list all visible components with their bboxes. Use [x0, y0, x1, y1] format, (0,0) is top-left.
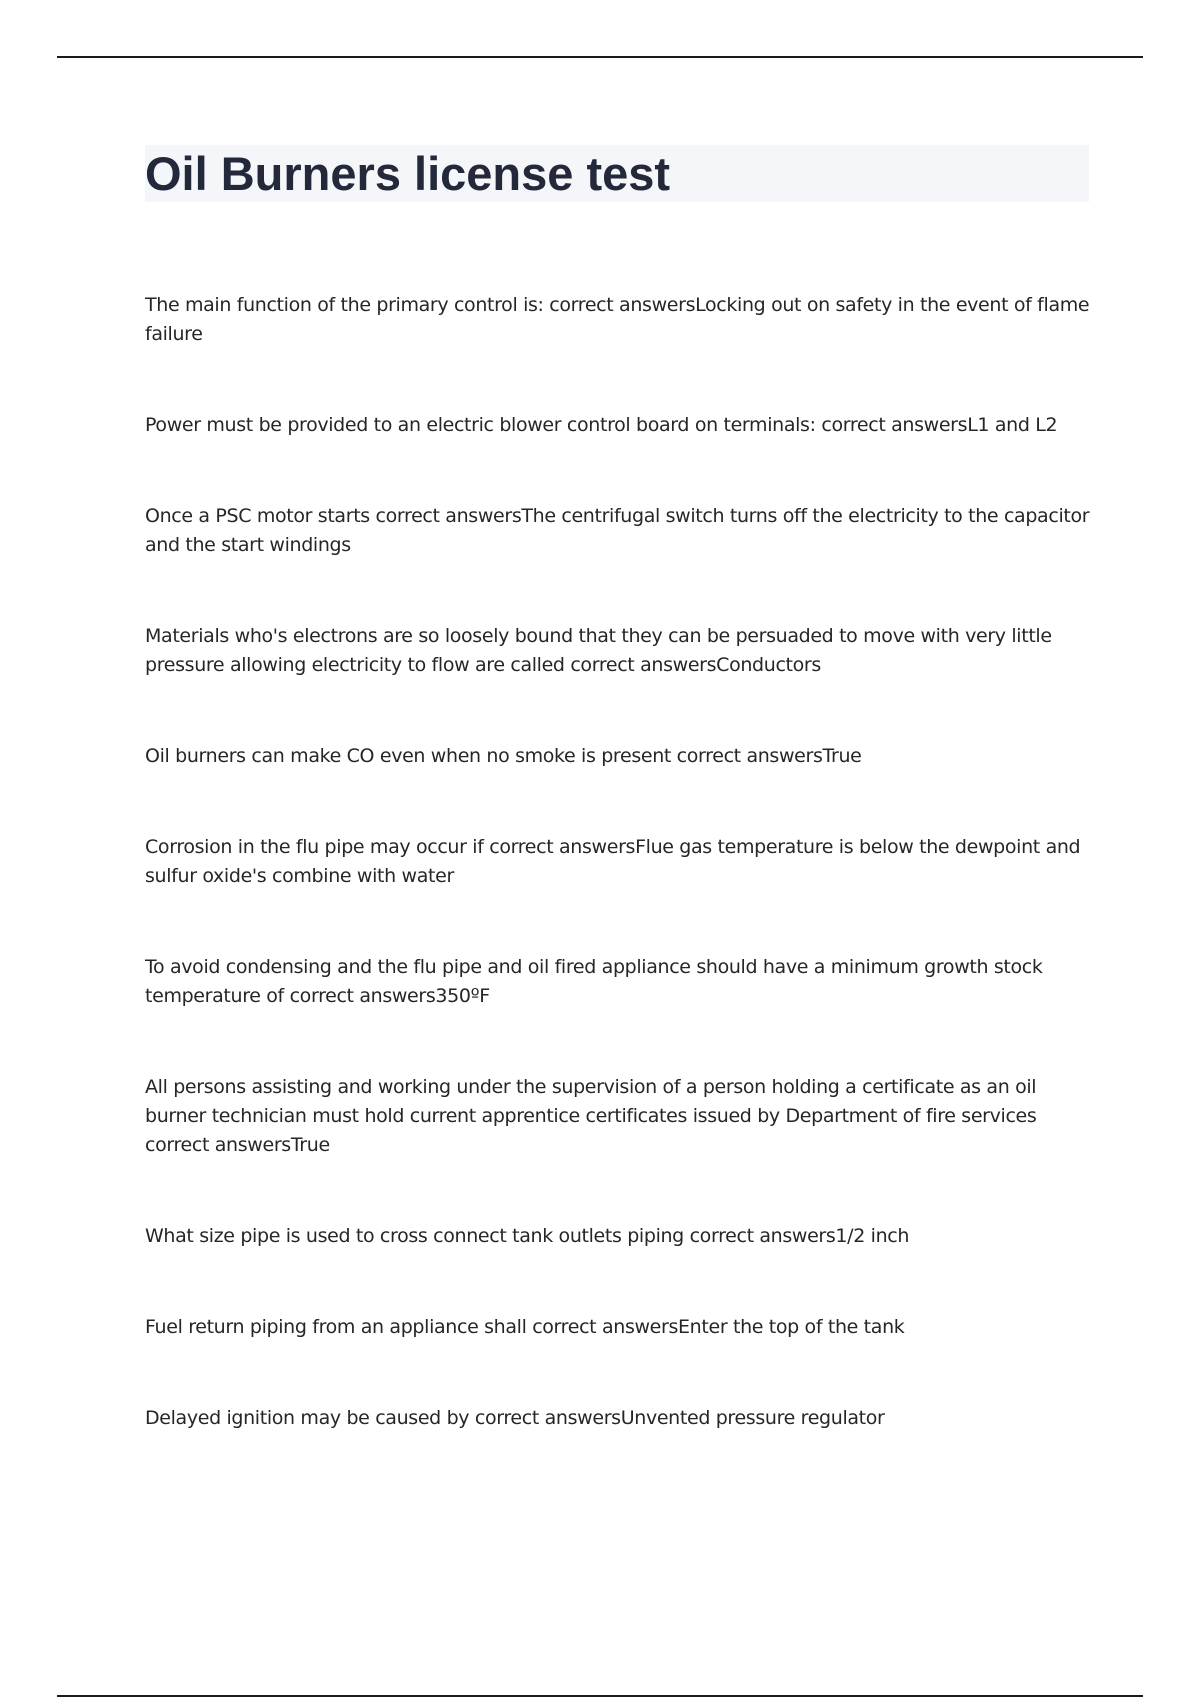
- question-item: Oil burners can make CO even when no smoke is present correct answersTrue: [145, 745, 862, 767]
- page-title: Oil Burners license test: [145, 147, 671, 200]
- question-item: Corrosion in the flu pipe may occur if correct answersFlue gas temperature is below the dewpoint and sulfur oxide's combine with water: [145, 836, 1081, 887]
- question-item: To avoid condensing and the flu pipe and oil fired appliance should have a minimum growth stock temperature of correct answers350ºF: [145, 956, 1043, 1007]
- question-item: Delayed ignition may be caused by correct answersUnvented pressure regulator: [145, 1407, 885, 1429]
- question-item: The main function of the primary control is: correct answersLocking out on safety in the event of flame failure: [145, 294, 1090, 345]
- footer-rule: [57, 1695, 1143, 1697]
- question-item: Materials who's electrons are so loosely bound that they can be persuaded to move with very little pressure allowing electricity to flow are called correct answersConductors: [145, 625, 1052, 676]
- question-item: Fuel return piping from an appliance shall correct answersEnter the top of the tank: [145, 1316, 905, 1338]
- question-item: Power must be provided to an electric blower control board on terminals: correct answersL1 and L2: [145, 414, 1058, 436]
- question-item: All persons assisting and working under the supervision of a person holding a certificate as an oil burner technician must hold current apprentice certificates issued by Department of fire services correct answersTrue: [145, 1076, 1037, 1156]
- header-rule: [57, 56, 1143, 58]
- question-item: What size pipe is used to cross connect tank outlets piping correct answers1/2 inch: [145, 1225, 910, 1247]
- question-item: Once a PSC motor starts correct answersThe centrifugal switch turns off the electricity to the capacitor and the start windings: [145, 505, 1090, 556]
